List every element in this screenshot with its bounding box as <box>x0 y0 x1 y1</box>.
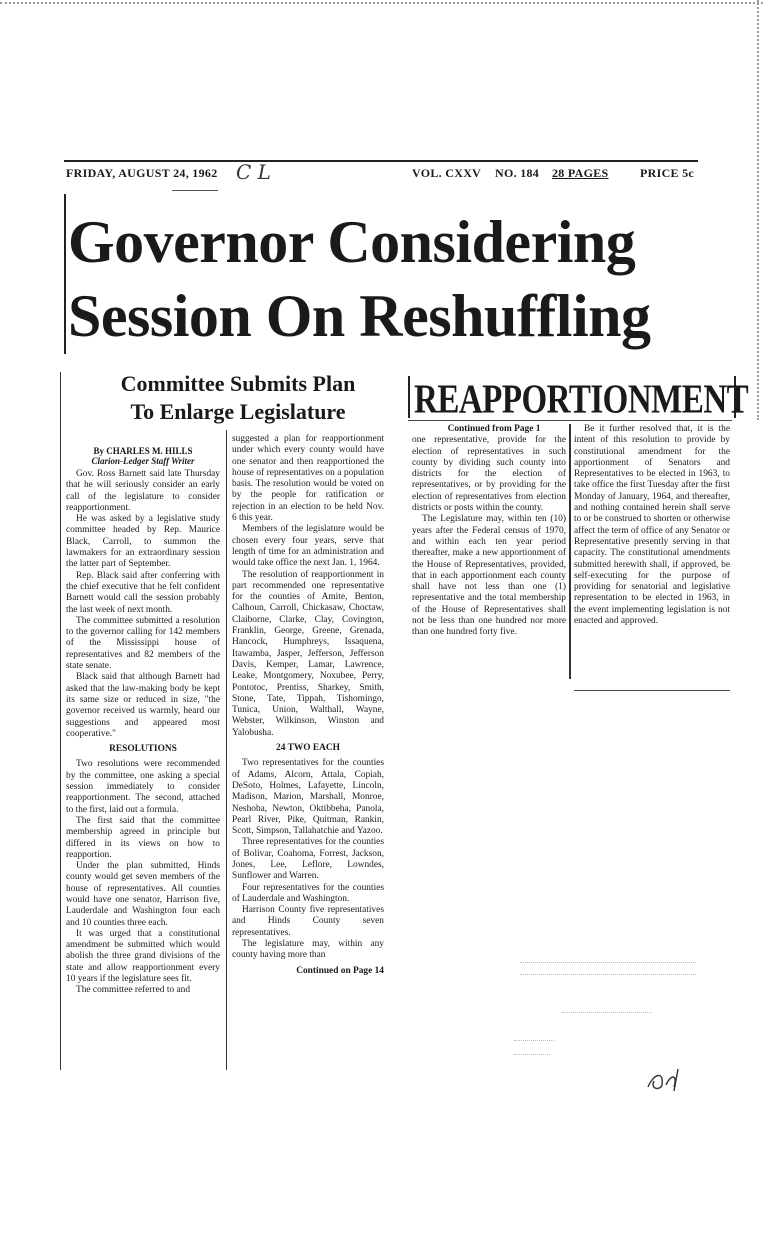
story2-bottom-rule <box>574 690 730 691</box>
headline-line-2: Session On Reshuffling <box>68 283 651 349</box>
masthead-price: PRICE 5c <box>640 166 695 180</box>
paragraph: Under the plan submitted, Hinds county would get seven members of the house of representatives. All counties would have one senator, Harrison five, Lauderdale and Washington four each and 10 counties three each. <box>66 861 220 928</box>
story2-col2 <box>574 424 730 627</box>
paragraph: Harrison County five representatives and Hinds County seven representatives. <box>232 905 384 938</box>
byline-name: By CHARLES M. HILLS <box>93 446 193 456</box>
paragraph: Four representatives for the counties of Lauderdale and Washington. <box>232 882 384 904</box>
section-subhead: RESOLUTIONS <box>109 744 177 755</box>
scan-edge-top <box>0 2 763 4</box>
paragraph: Two representatives for the counties of Adams, Alcorn, Attala, Copiah, DeSoto, Holmes, Lafayette, Lincoln, Madison, Marion, Marshall, Monroe, Neshoba, Newton, Oktibbeha, Panola, Pearl River, Pike, Quitman, Rankin, Scott, Simpson, Tallahatchie and Yazoo. <box>232 758 384 837</box>
paragraph: suggested a plan for reapportionment under which every county would have one senator and then reapportioned the house of representatives on a population basis. The resolution would be voted on by the people for ratification or rejection in an election to be held Nov. 6 this year. <box>232 434 384 524</box>
story2-col1 <box>412 424 566 639</box>
faint-stamp-line <box>520 962 696 963</box>
paragraph: Two resolutions were recommended by the committee, one asking a special session immediately to consider reapportionment. The second, attached to the first, laid out a formula. <box>66 759 220 815</box>
paragraph: The first said that the committee membership agreed in principle but differed in its views on how to reapportion. <box>66 815 220 860</box>
paragraph: He was asked by a legislative study committee headed by Rep. Maurice Black, Carroll, to summon the lawmakers for an extraordinary session the latter part of September. <box>66 514 220 570</box>
paragraph: Black said that although Barnett had asked that the law-making body be kept its same size or reduced in size, "the governor received us warmly, heard our suggestions and appeared most cooperative." <box>66 672 220 739</box>
paragraph: one representative, provide for the election of representatives in such county by dividing such county into districts for the election of representatives, or by providing for the election of representatives from election districts or posts within the county. <box>412 435 566 514</box>
column-rule <box>226 430 227 1070</box>
continued-from: Continued from Page 1 <box>447 424 541 434</box>
scan-edge-right <box>757 0 759 420</box>
reapportionment-title: REAPPORTIONMENT <box>414 377 749 423</box>
paragraph: Be it further resolved that, it is the intent of this resolution to provide by constitutional amendment for the apportionment of Senators and Representatives to be elected in 1963, to take office the first Tuesday after the first Monday of January, 1964, and thereafter, and nothing contained herein shall serve to or be construed to shorten or otherwise affect the term of office of any Senator or Representative presently serving in that capacity. The constitutional amendments submitted herewith shall, if approved, be self-executing for the purpose of providing for senatorial and legislative representation to be elected in 1963, in the event implementing legislation is not enacted and approved. <box>574 424 730 627</box>
byline-title: Clarion-Ledger Staff Writer <box>91 456 195 466</box>
faint-stamp-line <box>562 1012 652 1013</box>
handwritten-mark-icon <box>644 1063 688 1093</box>
title-underline <box>408 420 732 421</box>
faint-stamp-line <box>514 1040 554 1041</box>
short-rule <box>172 190 218 191</box>
paragraph: The Legislature may, within ten (10) years after the Federal census of 1970, and within each ten year period thereafter, make a new apportionment of the House of Representatives, provided, that in each apportionment each county shall have not less than one (1) representative and the total membership of the House of Representatives shall not be less than one hundred nor more than one hundred forty five. <box>412 514 566 638</box>
masthead-number: NO. 184 <box>495 166 540 180</box>
paragraph: Members of the legislature would be chosen every four years, serve that length of time for an administration and would take office the next Jan. 1, 1964. <box>232 524 384 569</box>
story1-col1 <box>66 446 220 997</box>
paragraph: The resolution of reapportionment in part recommended one representative for the counties of Amite, Benton, Calhoun, Carroll, Chickasaw, Choctaw, Claiborne, Clarke, Clay, Covington, Franklin, George, Greene, Grenada, Hancock, Humphreys, Issaquena, Itawamba, Jasper, Jefferson, Jefferson Davis, Kemper, Lamar, Lawrence, Leake, Montgomery, Noxubee, Perry, Pontotoc, Prentiss, Sharkey, Smith, Stone, Tate, Tippah, Tishomingo, Tunica, Union, Walthall, Wayne, Webster, Wilkinson, Winston and Yalobusha. <box>232 569 384 738</box>
faint-stamp-line <box>520 974 696 975</box>
story1-subhead-1: Committee Submits Plan <box>120 371 356 396</box>
story1-col2 <box>232 434 384 977</box>
paragraph: The committee referred to and <box>76 985 191 996</box>
paragraph: It was urged that a constitutional amendment be submitted which would abolish the three grand divisions of the state and allow reapportionment every 10 years if the legislature sees fit. <box>66 928 220 985</box>
paragraph: Three representatives for the counties of Bolivar, Coahoma, Forrest, Jackson, Jones, Lee, Leflore, Lowndes, Sunflower and Warren. <box>232 837 384 882</box>
masthead-pages: 28 PAGES <box>552 166 609 180</box>
masthead-volume: VOL. CXXV <box>412 166 482 180</box>
paragraph: The legislature may, within any county having more than <box>232 939 384 961</box>
paragraph: The committee submitted a resolution to the governor calling for 142 members of the Mississippi house of representatives and 82 members of the state senate. <box>66 615 220 672</box>
faint-stamp-line <box>514 1054 550 1055</box>
handwritten-initials: C L <box>236 160 271 184</box>
story1-subhead-2: To Enlarge Legislature <box>130 399 346 424</box>
story-left-rule <box>60 372 61 1070</box>
paragraph: Gov. Ross Barnett said late Thursday that he will seriously consider an early call of the legislature to consider reapportionment. <box>66 469 220 513</box>
continued-link: Continued on Page 14 <box>296 965 384 976</box>
column-rule <box>569 424 571 679</box>
paragraph: Rep. Black said after conferring with the chief executive that he felt confident Barnett would call the session probably the last week of next month. <box>66 570 220 615</box>
headline-side-rule <box>64 194 66 354</box>
headline-line-1: Governor Considering <box>68 209 636 275</box>
masthead-date: FRIDAY, AUGUST 24, 1962 <box>66 166 218 180</box>
masthead-rule <box>64 160 698 162</box>
section-subhead: 24 TWO EACH <box>276 743 340 754</box>
